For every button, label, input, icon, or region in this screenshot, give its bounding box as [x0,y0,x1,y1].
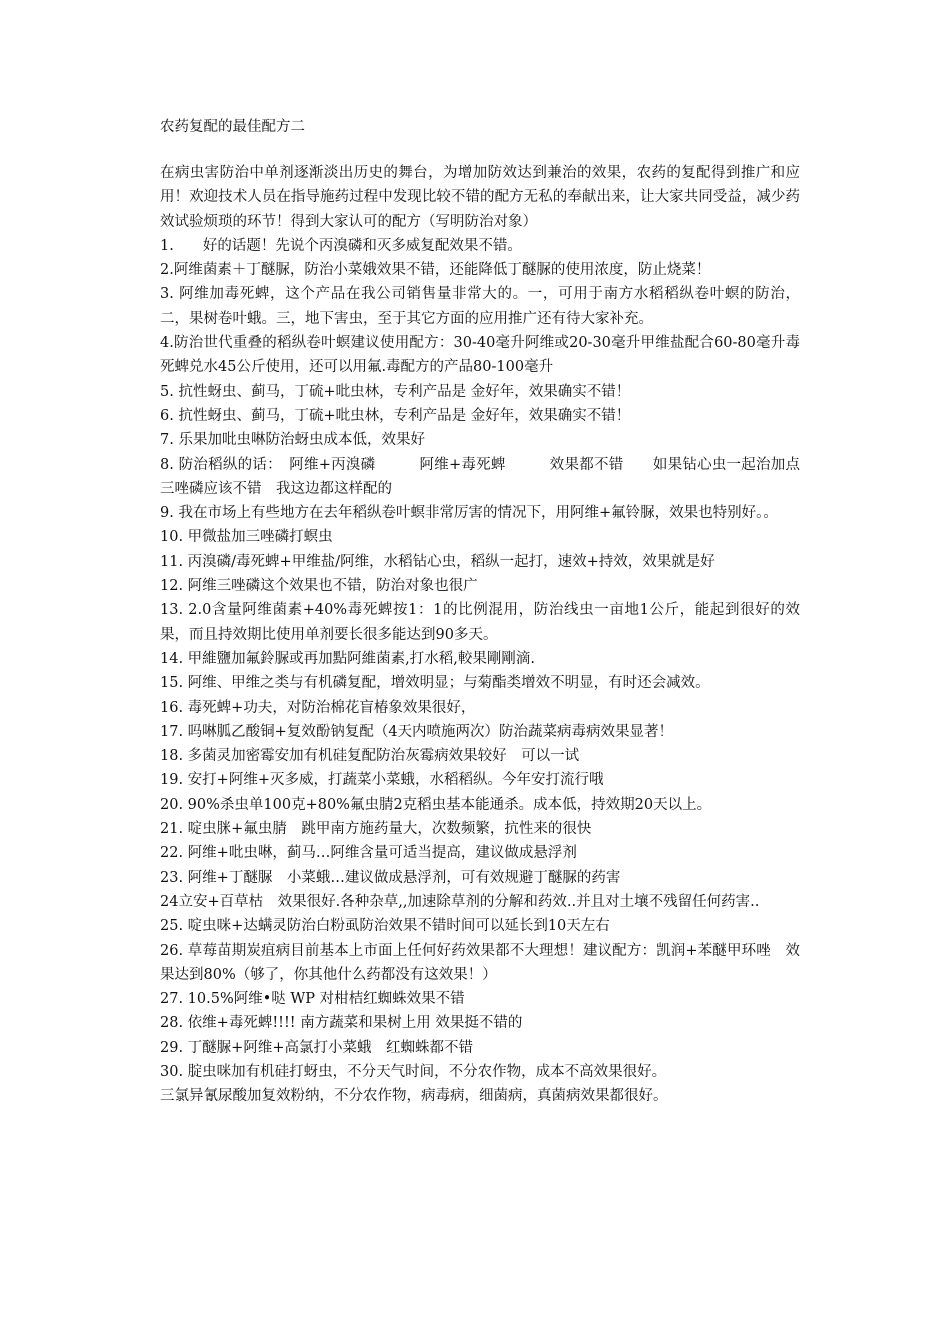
list-item: 1. 好的话题！先说个丙溴磷和灭多威复配效果不错。 [160,237,522,254]
list-item: 28. 依维+毒死蜱!!!! 南方蔬菜和果树上用 效果挺不错的 [160,1015,523,1032]
list-item: 三氯异氰尿酸加复效粉纳，不分农作物，病毒病，细菌病，真菌病效果都很好。 [160,1088,668,1105]
list-item: 29. 丁醚脲+阿维+高氯打小菜蛾 红蜘蛛都不错 [160,1039,473,1056]
list-item: 7. 乐果加吡虫啉防治蚜虫成本低，效果好 [160,432,425,449]
list-item: 3. 阿维加毒死蜱，这个产品在我公司销售量非常大的。一，可用于南方水稻稻纵卷叶螟的防治，二，果树卷叶蛾。三，地下害虫，至于其它方面的应用推广还有待大家补充。 [160,286,800,327]
list-item: 16. 毒死蜱+功夫，对防治棉花盲椿象效果很好， [160,699,476,716]
list-item: 14. 甲維鹽加氟鈴脲或再加點阿維菌素,打水稻,較果剛剛滴. [160,650,535,667]
list-item: 6. 抗性蚜虫、蓟马，丁硫+吡虫林，专利产品是 金好年，效果确实不错！ [160,407,631,424]
list-item: 22. 阿维+吡虫啉，蓟马…阿维含量可适当提高，建议做成悬浮剂 [160,845,577,862]
list-item: 23. 阿维+丁醚脲 小菜蛾…建议做成悬浮剂，可有效规避丁醚脲的药害 [160,869,621,886]
list-item: 12. 阿维三唑磷这个效果也不错，防治对象也很广 [160,578,478,595]
list-item: 4.防治世代重叠的稻纵卷叶螟建议使用配方：30-40毫升阿维或20-30毫升甲维盐配合60-80毫升毒死蜱兑水45公斤使用，还可以用氟.毒配方的产品80-100毫升 [160,335,800,376]
list-item: 10. 甲微盐加三唑磷打螟虫 [160,529,333,546]
intro-paragraph: 在病虫害防治中单剂逐渐淡出历史的舞台，为增加防效达到兼治的效果，农药的复配得到推广和应用！欢迎技术人员在指导施药过程中发现比较不错的配方无私的奉献出来，让大家共同受益，减少药效试验烦琐的环节！得到大家认可的配方（写明防治对象） [160,165,800,230]
list-item: 8. 防治稻纵的话： 阿维+丙溴磷 阿维+毒死蜱 效果都不错 如果钻心虫一起治加点三唑磷应该不错 我这边都这样配的 [160,456,800,497]
list-item: 18. 多菌灵加密霉安加有机硅复配防治灰霉病效果较好 可以一试 [160,748,580,765]
list-item: 27. 10.5%阿维•哒 WP 对柑桔红蜘蛛效果不错 [160,991,465,1008]
list-item: 5. 抗性蚜虫、蓟马，丁硫+吡虫林，专利产品是 金好年，效果确实不错！ [160,383,631,400]
document-title: 农药复配的最佳配方二 [160,119,305,135]
list-item: 24立安+百草枯 效果很好.各种杂草,,加速除草剂的分解和药效..并且对土壤不残留任何药害.. [160,893,760,910]
list-item: 30. 腚虫咪加有机硅打蚜虫，不分天气时间，不分农作物，成本不高效果很好。 [160,1063,667,1080]
list-item: 19. 安打+阿维+灭多威，打蔬菜小菜蛾，水稻稻纵。今年安打流行哦 [160,772,604,789]
list-item: 2.阿维菌素＋丁醚脲，防治小菜娥效果不错，还能降低丁醚脲的使用浓度，防止烧菜！ [160,262,711,279]
list-item: 11. 丙溴磷/毒死蜱+甲维盐/阿维，水稻钻心虫，稻纵一起打，速效+持效，效果就是好 [160,553,715,570]
list-item: 9. 我在市场上有些地方在去年稻纵卷叶螟非常厉害的情况下，用阿维+氟铃脲，效果也特别好。。 [160,505,778,522]
list-item: 26. 草莓苗期炭疽病目前基本上市面上任何好药效果都不大理想！建议配方：凯润+苯醚甲环唑 效果达到80%（够了，你其他什么药都没有这效果！） [160,942,800,983]
list-item: 17. 吗啉胍乙酸铜+复效酚钠复配（4天内喷施两次）防治蔬菜病毒病效果显著！ [160,723,674,740]
list-item: 20. 90%杀虫单100克+80%氟虫腈2克稻虫基本能通杀。成本低，持效期20天以上。 [160,796,712,813]
list-item: 15. 阿维、甲维之类与有机磷复配，增效明显；与菊酯类增效不明显，有时还会减效。 [160,675,710,692]
document-page [160,115,800,1109]
list-item: 21. 啶虫脒+氟虫腈 跳甲南方施药量大，次数频繁，抗性来的很快 [160,821,592,838]
list-item: 13. 2.0含量阿维菌素+40%毒死蜱按1：1的比例混用，防治线虫一亩地1公斤，能起到很好的效果，而且持效期比使用单剂要长很多能达到90多天。 [160,602,800,643]
list-item: 25. 啶虫咪+达螨灵防治白粉虱防治效果不错时间可以延长到10天左右 [160,918,610,935]
